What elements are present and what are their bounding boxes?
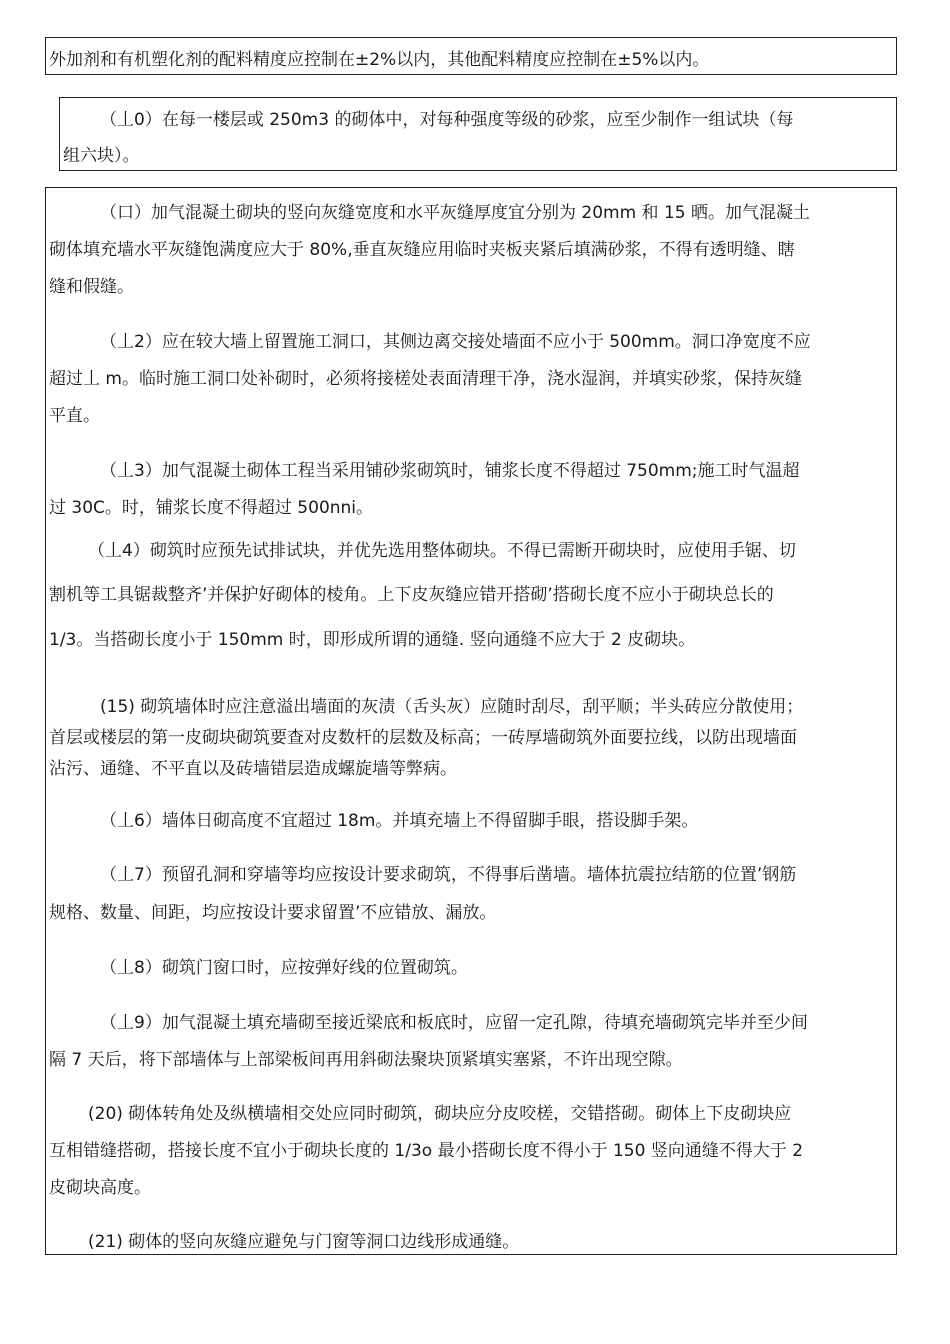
item-17-line-1: （丄7）预留孔洞和穿墙等均应按设计要求砌筑，不得事后凿墙。墙体抗震拉结筋的位置’钢筋 — [100, 865, 797, 885]
item-20-line-1: (20) 砌体转角处及纵横墙相交处应同时砌筑，砌块应分皮咬槎，交错搭砌。砌体上下皮砌块应 — [88, 1104, 792, 1124]
item-16-line-1: （丄6）墙体日砌高度不宜超过 18m。并填充墙上不得留脚手眼，搭设脚手架。 — [100, 811, 699, 831]
item-14-line-2: 割机等工具锯裁整齐’并保护好砌体的棱角。上下皮灰缝应错开搭砌’搭砌长度不应小于砌块总长的 — [49, 585, 774, 605]
item-15-line-1: (15) 砌筑墙体时应注意溢出墙面的灰渍（舌头灰）应随时刮尽，刮平顺；半头砖应分散使用； — [100, 697, 804, 717]
item-10-box — [59, 97, 897, 171]
item-18-line-1: （丄8）砌筑门窗口时，应按弹好线的位置砌筑。 — [100, 958, 468, 978]
item-13-line-1: （丄3）加气混凝土砌体工程当采用铺砂浆砌筑时，铺浆长度不得超过 750mm;施工时气温超 — [100, 461, 800, 481]
item-15-line-2: 首层或楼层的第一皮砌块砌筑要查对皮数杆的层数及标高；一砖厚墙砌筑外面要拉线，以防出现墙面 — [49, 728, 797, 748]
item-14-line-3: 1/3。当搭砌长度小于 150mm 时，即形成所谓的通缝. 竖向通缝不应大于 2 皮砌块。 — [49, 630, 696, 650]
item-14-line-1: （丄4）砌筑时应预先试排试块，并优先选用整体砌块。不得已需断开砌块时，应使用手锯、切 — [88, 541, 796, 561]
item-11-line-1: （口）加气混凝土砌块的竖向灰缝宽度和水平灰缝厚度宜分别为 20mm 和 15 晒。加气混凝土 — [100, 203, 810, 223]
item-10-line-2: 组六块）。 — [63, 146, 140, 166]
item-13-line-2: 过 30C。时，铺浆长度不得超过 500nni。 — [49, 498, 374, 518]
item-12-line-1: （丄2）应在较大墙上留置施工洞口，其侧边离交接处墙面不应小于 500mm。洞口净宽度不应 — [100, 332, 811, 352]
item-19-line-2: 隔 7 天后，将下部墙体与上部梁板间再用斜砌法聚块顶紧填实塞紧，不许出现空隙。 — [49, 1050, 683, 1070]
item-15-line-3: 沾污、通缝、不平直以及砖墙错层造成螺旋墙等弊病。 — [49, 759, 457, 779]
item-12-line-2: 超过丄 m。临时施工洞口处补砌时，必须将接槎处表面清理干净，浇水湿润，并填实砂浆，保持灰缝 — [49, 369, 802, 389]
item-20-line-2: 互相错缝搭砌，搭接长度不宜小于砌块长度的 1/3o 最小搭砌长度不得小于 150 竖向通缝不得大于 2 — [49, 1141, 804, 1161]
item-12-line-3: 平直。 — [49, 406, 100, 426]
item-10-line-1: （丄0）在每一楼层或 250m3 的砌体中，对每种强度等级的砂浆，应至少制作一组试块（每 — [100, 110, 794, 130]
top-paragraph-line: 外加剂和有机塑化剂的配料精度应控制在±2%以内，其他配料精度应控制在±5%以内。 — [49, 50, 710, 70]
item-17-line-2: 规格、数量、间距，均应按设计要求留置’不应错放、漏放。 — [49, 903, 497, 923]
item-11-line-3: 缝和假缝。 — [49, 277, 134, 297]
item-20-line-3: 皮砌块高度。 — [49, 1178, 151, 1198]
item-21-line-1: (21) 砌体的竖向灰缝应避免与门窗等洞口边线形成通缝。 — [88, 1232, 520, 1252]
item-19-line-1: （丄9）加气混凝土填充墙砌至接近梁底和板底时，应留一定孔隙，待填充墙砌筑完毕并至少间 — [100, 1013, 808, 1033]
item-11-line-2: 砌体填充墙水平灰缝饱满度应大于 80%,垂直灰缝应用临时夹板夹紧后填满砂浆，不得有透明缝、瞎 — [49, 240, 795, 260]
